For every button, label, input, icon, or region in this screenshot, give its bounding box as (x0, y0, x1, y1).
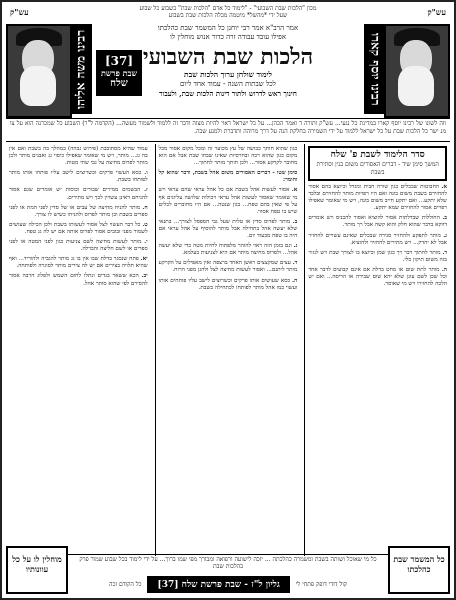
footer-bar (6, 574, 450, 594)
halacha-item: ד. עצים שמקצצים ראשן האחד ברצפה ואין מאפילים על הקרקע מותר ליתנם... ואסור לעשות מחיצה לצל ולהגן מפני הרוח. (158, 260, 298, 274)
halacha-item: ב. החוללות שבדלתות אסור להוציא ואסור להכניס ויש אומרים דווקא בדבר שהוא חלק והוא קשה אבל רך מותר. (308, 215, 447, 229)
halacha-item: כגון שהוא חותך כבושה של עץ מכוער זה ומכל מקום אסור מכל מקום כגון שהוא רכה ובחרסיות שאינו שבחו שבת אבל אם הוא מחובר לקרקע אסור... ולכן חותך מותר לחתוך... (158, 146, 298, 167)
masthead-quote-2: אפילו עובד עבודה זרה כדור אנוש מוחלין לו (169, 33, 287, 41)
parsha-name: שלח (110, 78, 128, 89)
top-line-1: מכון "הלכות שבת השבועי" - "לימוד כל אדם "הלכות שבת" בשבוע כל שבוע (139, 5, 317, 12)
top-banner (6, 5, 450, 23)
study-order-title: סדר הלימוד לשבת פ' שלח (330, 150, 425, 160)
content-columns (6, 144, 450, 556)
top-right-tag: עש"ק (427, 7, 446, 17)
halacha-item: יא. פתח שנסגר בדלת שבו אין בו גג מותר להגביה ולהוריד... ואף שהיא תלויה בצירים אם יש לה צירים מותר לסוגרה ולפותחה. (8, 256, 148, 270)
footer-side-right: קול דודי דופק פתחי לי (295, 580, 348, 588)
halacha-item: י. מותר לעשות מחיצה לשם צניעות כגון לפני המטה או לפני ספרים או לשם חליצה והבדלה. (8, 239, 148, 253)
column-1 (304, 144, 450, 556)
masthead (94, 24, 362, 116)
halacha-item: ו. כסא העשוי פרקים וכשרוצים לישב עליו פותחו אותו מותר לפותחו בשבת. (8, 170, 148, 184)
footer-issue-label: גליון ל"ז - שבת פרשת שלח [37] (147, 576, 289, 593)
right-name-band: רבינו יוסף קארו (364, 24, 386, 114)
halacha-item: ב. מותר לפרוס סדין או טלית שעל גבי הספסל לצורך... בתנאי שלא יעשה אהל בתחילה אבל מותר להוסיף על אהל עראי אם היה בו טפח מבעוד יום. (158, 218, 298, 240)
masthead-quote-1: אמר הרב"א אמר רבי יוחנן כל המשמר שבת כהלכתו (157, 24, 299, 32)
masthead-tagline: חינוך ראש לדרוש ולתור דינות הלכות שבת, ולעבור (159, 89, 297, 98)
portrait-left-image (6, 24, 72, 118)
top-left-tag: עש"ק (10, 7, 29, 17)
masthead-subtitle: לימוד שולחן ערוך הלכות שבת (184, 70, 272, 79)
parsha-label: שבת פרשת (100, 68, 137, 78)
halacha-item: ה. מותר לתת שום או מחט בדלת אם אינם קבועים לדבר אחד וכל שכן לשם עוגן שלא יהא שום שבירה או הריסה... ואם יש הלכה להחזירו ויש מי שאוסר. (308, 266, 447, 288)
masthead-title: הלכות שבת השבועי (142, 44, 314, 70)
halacha-item: ג. וגם בזמן הזה ראוי להזהר מלפתוח לחיות מטה כדי שלא יעשה אהל... ולפרוס מחיצה מותר אם היא לצניעות בעלמא. (158, 243, 298, 257)
halacha-item: עמוד שהיא מסתובבת (פירוש גבהה) במהלך בה בשבת ואם אין בה גג... מותר, ויש מי שאומר שאפילו כיסוי גג ואבנים מותר ולכן מותר לפרוס מחיצה על גבי שתי מטות. (8, 146, 148, 167)
column-3 (6, 144, 151, 556)
halacha-item: ט. כל דבר העשוי לצל אסור לעשותו בשבת ולכן הכילה שעושים לשמור מפני זבובים אסור לפרוס אותה אם יש לה גג טפח. (8, 221, 148, 235)
study-order-subtitle: המשך סימן שיד - דברים האסורים משום בנין וסתירת בשבת (316, 161, 439, 176)
portrait-right-image (384, 24, 450, 118)
intro-strip: וזה לשונו של רבינו יוסף קארו במדינת כל נגעי... עש"ק ותורה ד ואמר הכהן... על כל ישראל ראוי להיות מצוה ודבר זה ללמוד ולשמור מעשה... (הקדמה ל"ר) השבוע כל שמכרנה הוא על צו מנ ישר כל הלכות שבת על כל ישראל ללמוד על ידי השמירה בחלקת הנה על דרך מרוהה ותדברת ולמנע שבה. (6, 118, 450, 142)
study-order-box (308, 146, 447, 181)
column-2 (155, 144, 301, 556)
siman-heading: סימן שטו - דברים האסורים משום אהל בשבת, ודבר שהוא קל וחומר: (158, 170, 298, 184)
top-line-2: שעל ידי *מהשל* מיטמה מבלה הלכות שבת בשבוע (168, 12, 288, 19)
footer-corner-left: מוחלין לו על כל עוונותיו (6, 546, 68, 594)
halacha-item: יב. הכא ששאר בגדים ונתלו לחום השמש ולפלוג הרבה אסור להסירם לפי שהוא סותר אהל. (8, 273, 148, 287)
footer-side-left: כל הקודם זכה (109, 580, 142, 588)
footer-strip: כל מי שאוכל ושותה בשבת ומשמרה כהלכתה ... יזכה לישועה ורפואה ומבורך מפי שמו ברוך... על ידי לימוד בכל שבוע שמור פרק בהלכות שבת (6, 554, 450, 572)
issue-number: [37] (104, 54, 134, 68)
halacha-item: ז. הבשמים ממירים שבורים וכוסות יש אומרים שגם אסור להניחם דאינן עשויין לכך ויש מתירים. (8, 187, 148, 201)
halacha-item: א. החבוטות שבכלים כגון שורה חבית ומגדל וכיוצא בהם אסור להחזירם בשבת משום בונה ואם היו רפויות מותר להחזירם ובלבד שלא יתקע... ואם יתקע חייב משום בונה, ויש מי שאומר שאפילו רפויים אסור להחזירם שמא יתקע. (308, 184, 448, 212)
masthead-schedule: לכל שבתות השנה - עמוד אחד ליום (180, 80, 276, 88)
footer-corner-right: כל המשמר שבת כהלכתו (388, 546, 450, 594)
halacha-item: א. אסור לעשות אהל בשבת אם כל אהל עראי שהם עראי ויש מי שאומר שאסור לעשות אהל עראי ויכולות שלושה עליונים אף על פי שאין בהם טפח... כגון שנטה... אם היו מחוברים לכלים שיש בו טפח אסור. (158, 187, 298, 215)
halacha-item: ה. כסא שעושים אותו פרקים וכשרוצים לישב עליו פותחים אותו ועשוי כמו אהל מותר לפותחו לכתחילה בשבת. (158, 277, 298, 291)
halacha-item: ג. מותר לתפקע ולהחזיר סגירה שבכלים שאינם עשויים להחזיר אבל לא יהדק... ויש מתירים להחזיר ולהוציא. (308, 232, 447, 246)
left-name-band: רבינו משה אליהו (70, 24, 92, 114)
issue-number-box (96, 50, 142, 96)
halacha-item: ח. מותר להניח מחיצה של עבים או של סדין לפני המת או לפני ספרים בשבת וכן מותר לפרוס ולהניחו כשיש לו צורך. (8, 204, 148, 218)
halacha-item: ד. מותר לחתוך דבר רך כגון שמן וכיוצא בו לצורך שבת ויש לגזור בזה משום תיקון כלי. (308, 249, 447, 263)
